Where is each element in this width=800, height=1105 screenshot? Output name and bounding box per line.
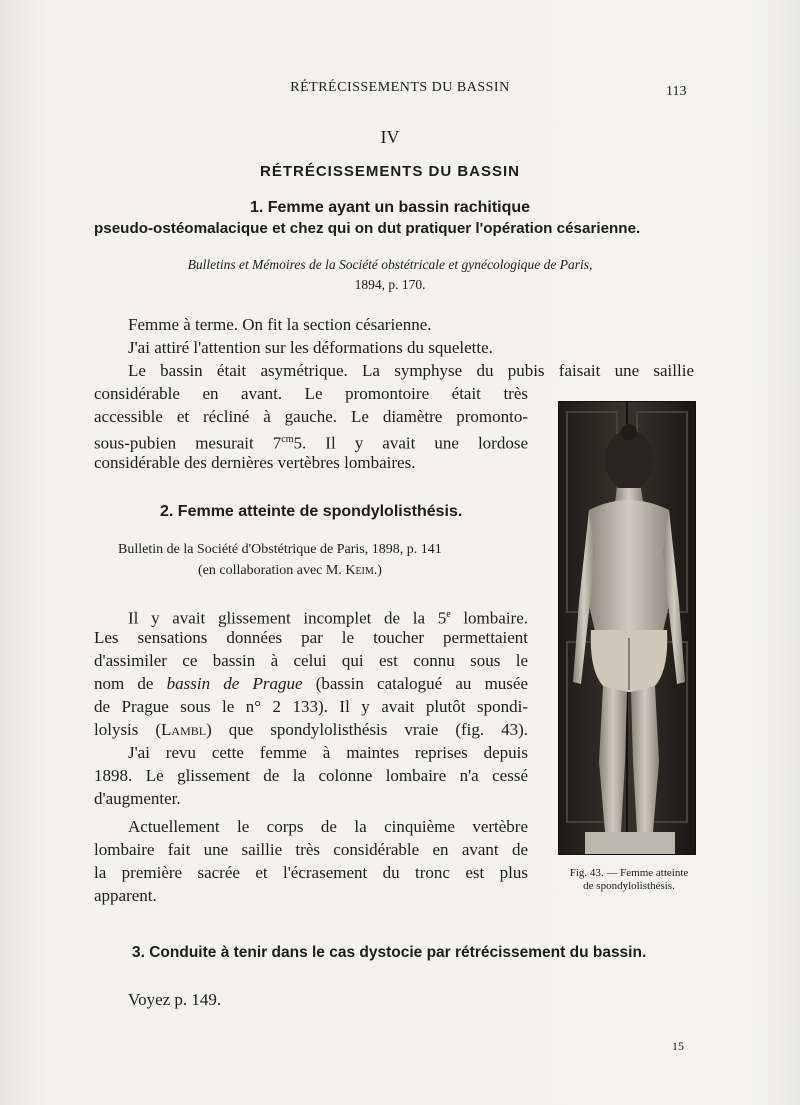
item1-heading-line1: 1. Femme ayant un bassin rachitique (249, 199, 531, 216)
page-number: 113 (666, 84, 687, 99)
item2-line7: J'ai revu cette femme à maintes reprises depuis (128, 743, 528, 762)
item2-line13: apparent. (94, 886, 157, 905)
figure-caption-line1: Fig. 43. — Femme atteinte (569, 867, 689, 879)
item2-line9: d'augmenter. (94, 789, 181, 808)
item1-paragraph3-line5: considérable des dernières vertèbres lombaires. (94, 453, 416, 472)
item2-line4: nom de bassin de Prague (bassin catalogué au musée (94, 674, 528, 693)
item1-paragraph2: J'ai attiré l'attention sur les déformations du squelette. (128, 338, 493, 357)
figure-photograph-graphic (559, 402, 695, 854)
item1-reference-line2: 1894, p. 170. (354, 277, 426, 292)
item2-line10: Actuellement le corps de la cinquième vertèbre (128, 817, 528, 836)
figure-caption (549, 867, 709, 893)
item1-paragraph3-line3: accessible et récliné à gauche. Le diamètre promonto- (94, 407, 528, 426)
item1-paragraph3-line2: considérable en avant. Le promontoire était très (94, 384, 528, 403)
item1-paragraph1: Femme à terme. On fit la section césarienne. (128, 315, 432, 334)
figure-photograph (558, 401, 696, 855)
item2-line8: 1898. Le glissement de la colonne lombaire n'a cessé (94, 766, 528, 785)
item3-heading: 3. Conduite à tenir dans le cas dystocie par rétrécissement du bassin. (132, 944, 647, 961)
item2-reference-line2: (en collaboration avec M. Keim.) (198, 563, 382, 578)
item2-line5: de Prague sous le n° 2 133). Il y avait plutôt spondi- (94, 697, 528, 716)
item3-text: Voyez p. 149. (128, 990, 222, 1009)
item2-reference-line1: Bulletin de la Société d'Obstétrique de Paris, 1898, p. 141 (118, 542, 442, 557)
item2-line12: la première sacrée et l'écrasement du tronc est plus (94, 863, 528, 882)
item1-reference-line1: Bulletins et Mémoires de la Société obstétricale et gynécologique de Paris, (187, 257, 593, 272)
item2-line2: Les sensations données par le toucher permettaient (94, 628, 528, 647)
item2-line6: lolysis (Lambl) que spondylolisthésis vraie (fig. 43). (94, 720, 529, 739)
item2-line3: d'assimiler ce bassin à celui qui est connu sous le (94, 651, 528, 670)
running-title: RÉTRÉCISSEMENTS DU BASSIN (290, 80, 510, 95)
item1-heading-line2: pseudo-ostéomalacique et chez qui on dut pratiquer l'opération césarienne. (94, 220, 641, 237)
item2-line1: Il y avait glissement incomplet de la 5e lombaire. (128, 608, 529, 628)
item1-paragraph3-line1: Le bassin était asymétrique. La symphyse du pubis faisait une saillie (128, 361, 694, 380)
item1-paragraph3-line4: sous-pubien mesurait $7^{cm}5$. Il y avait une lordose (94, 433, 529, 453)
section-title: RÉTRÉCISSEMENTS DU BASSIN (259, 163, 521, 180)
signature-mark: 15 (672, 1039, 684, 1053)
item2-heading: 2. Femme atteinte de spondylolisthésis. (160, 503, 463, 520)
section-number: IV (380, 127, 400, 147)
item2-line11: lombaire fait une saillie très considérable en avant de (94, 840, 528, 859)
figure-caption-line2: de spondylolisthésis. (583, 880, 675, 892)
